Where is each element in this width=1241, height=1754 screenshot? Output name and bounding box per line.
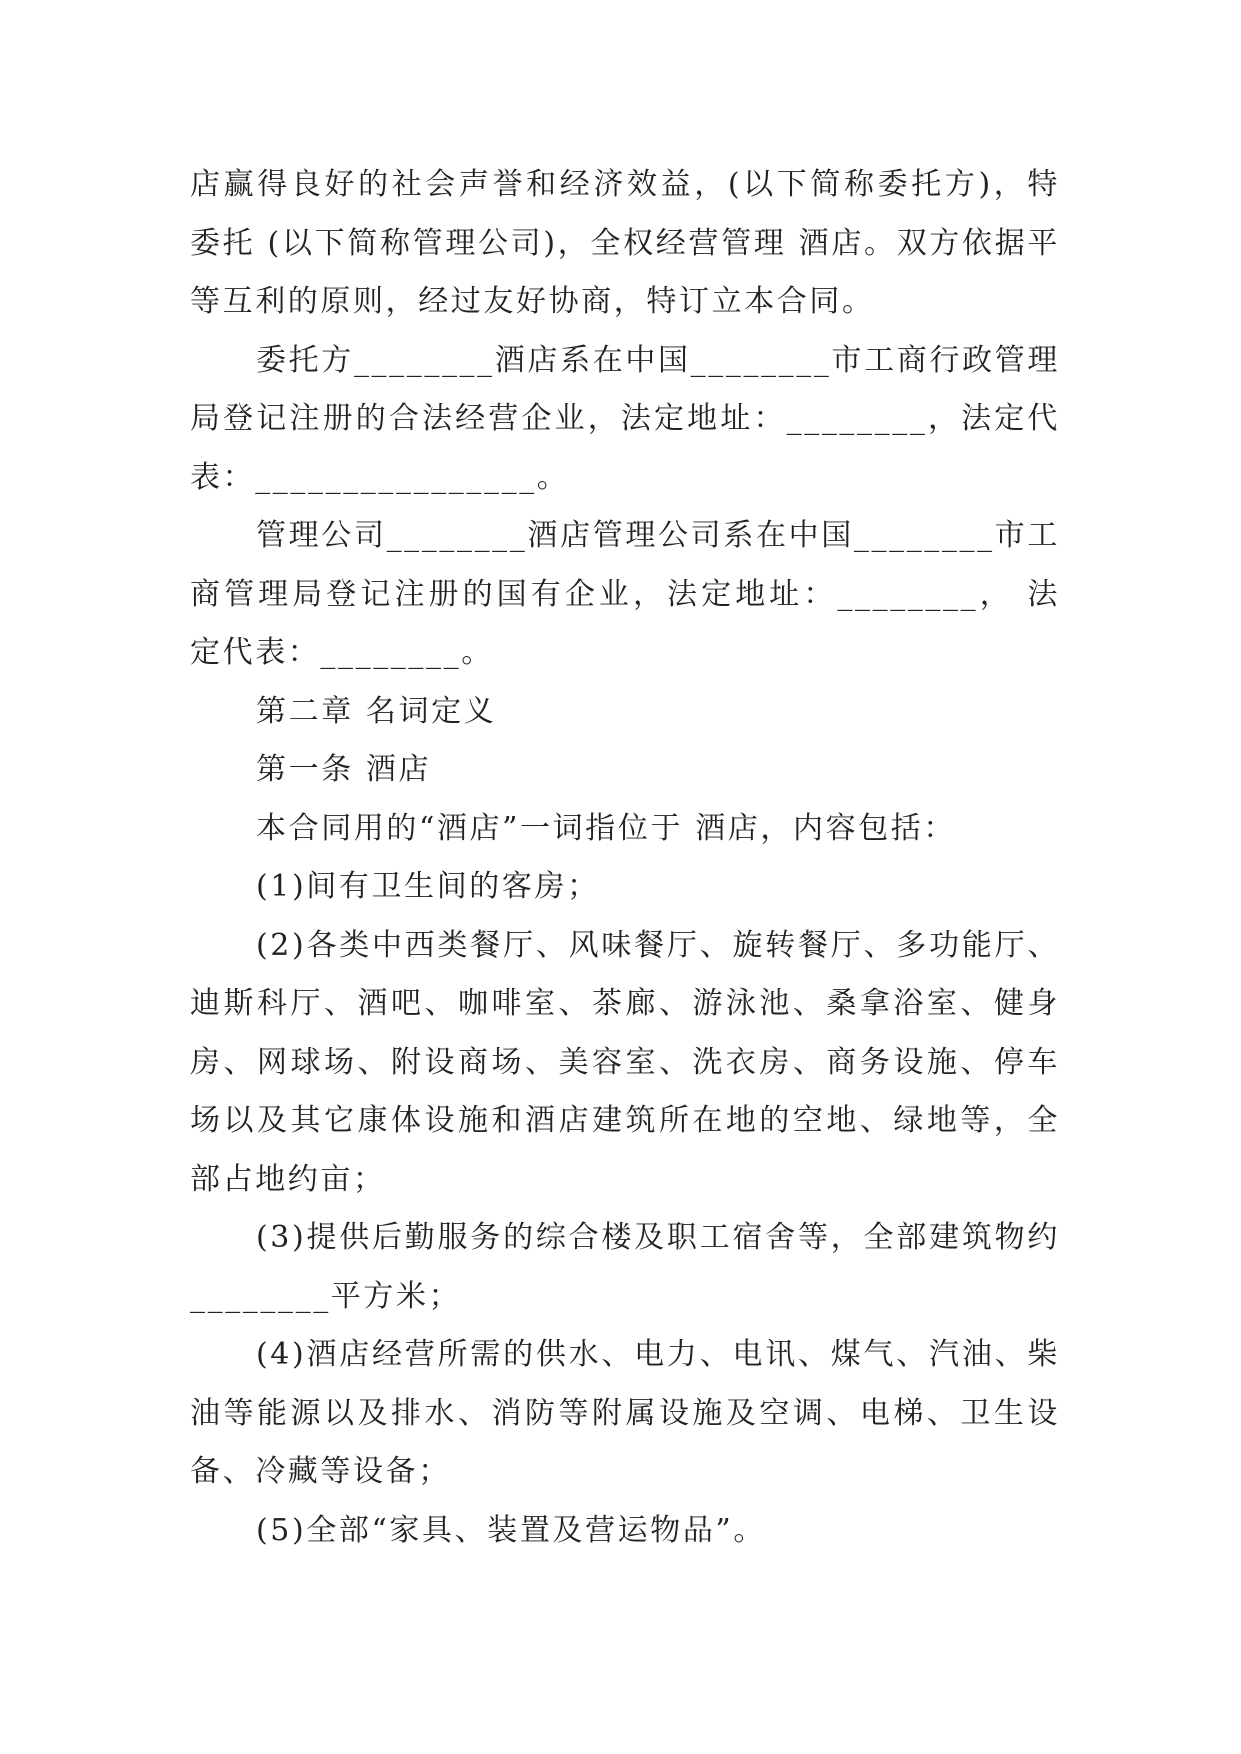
list-item-2: (2)各类中西类餐厅、风味餐厅、旋转餐厅、多功能厅、迪斯科厅、酒吧、咖啡室、茶廊、游泳池、桑拿浴室、健身房、网球场、附设商场、美容室、洗衣房、商务设施、停车场以及其它康体设施和酒店建筑所在地的空地、绿地等，全部占地约亩； (190, 927, 1060, 1197)
paragraph-management-company: 管理公司________酒店管理公司系在中国________市工商管理局登记注册的国有企业，法定地址：________， 法定代表：________。 (190, 518, 1060, 670)
list-item-3: (3)提供后勤服务的综合楼及职工宿舍等，全部建筑物约________平方米； (190, 1220, 1060, 1314)
chapter-heading: 第二章 名词定义 (256, 693, 497, 729)
document-page (190, 156, 1060, 1560)
paragraph-intro: 店赢得良好的社会声誉和经济效益，(以下简称委托方)，特委托 (以下简称管理公司)，全权经营管理 酒店。双方依据平等互利的原则，经过友好协商，特订立本合同。 (190, 167, 1060, 319)
paragraph-definition: 本合同用的“酒店”一词指位于 酒店，内容包括： (256, 810, 957, 846)
list-item-1: (1)间有卫生间的客房； (256, 869, 600, 904)
list-item-4: (4)酒店经营所需的供水、电力、电讯、煤气、汽油、柴油等能源以及排水、消防等附属设施及空调、电梯、卫生设备、冷藏等设备； (190, 1337, 1060, 1489)
list-item-5: (5)全部“家具、装置及营运物品”。 (256, 1512, 766, 1548)
article-heading: 第一条 酒店 (256, 752, 432, 787)
paragraph-client: 委托方________酒店系在中国________市工商行政管理局登记注册的合法经营企业，法定地址：________，法定代表：________________。 (190, 342, 1060, 495)
